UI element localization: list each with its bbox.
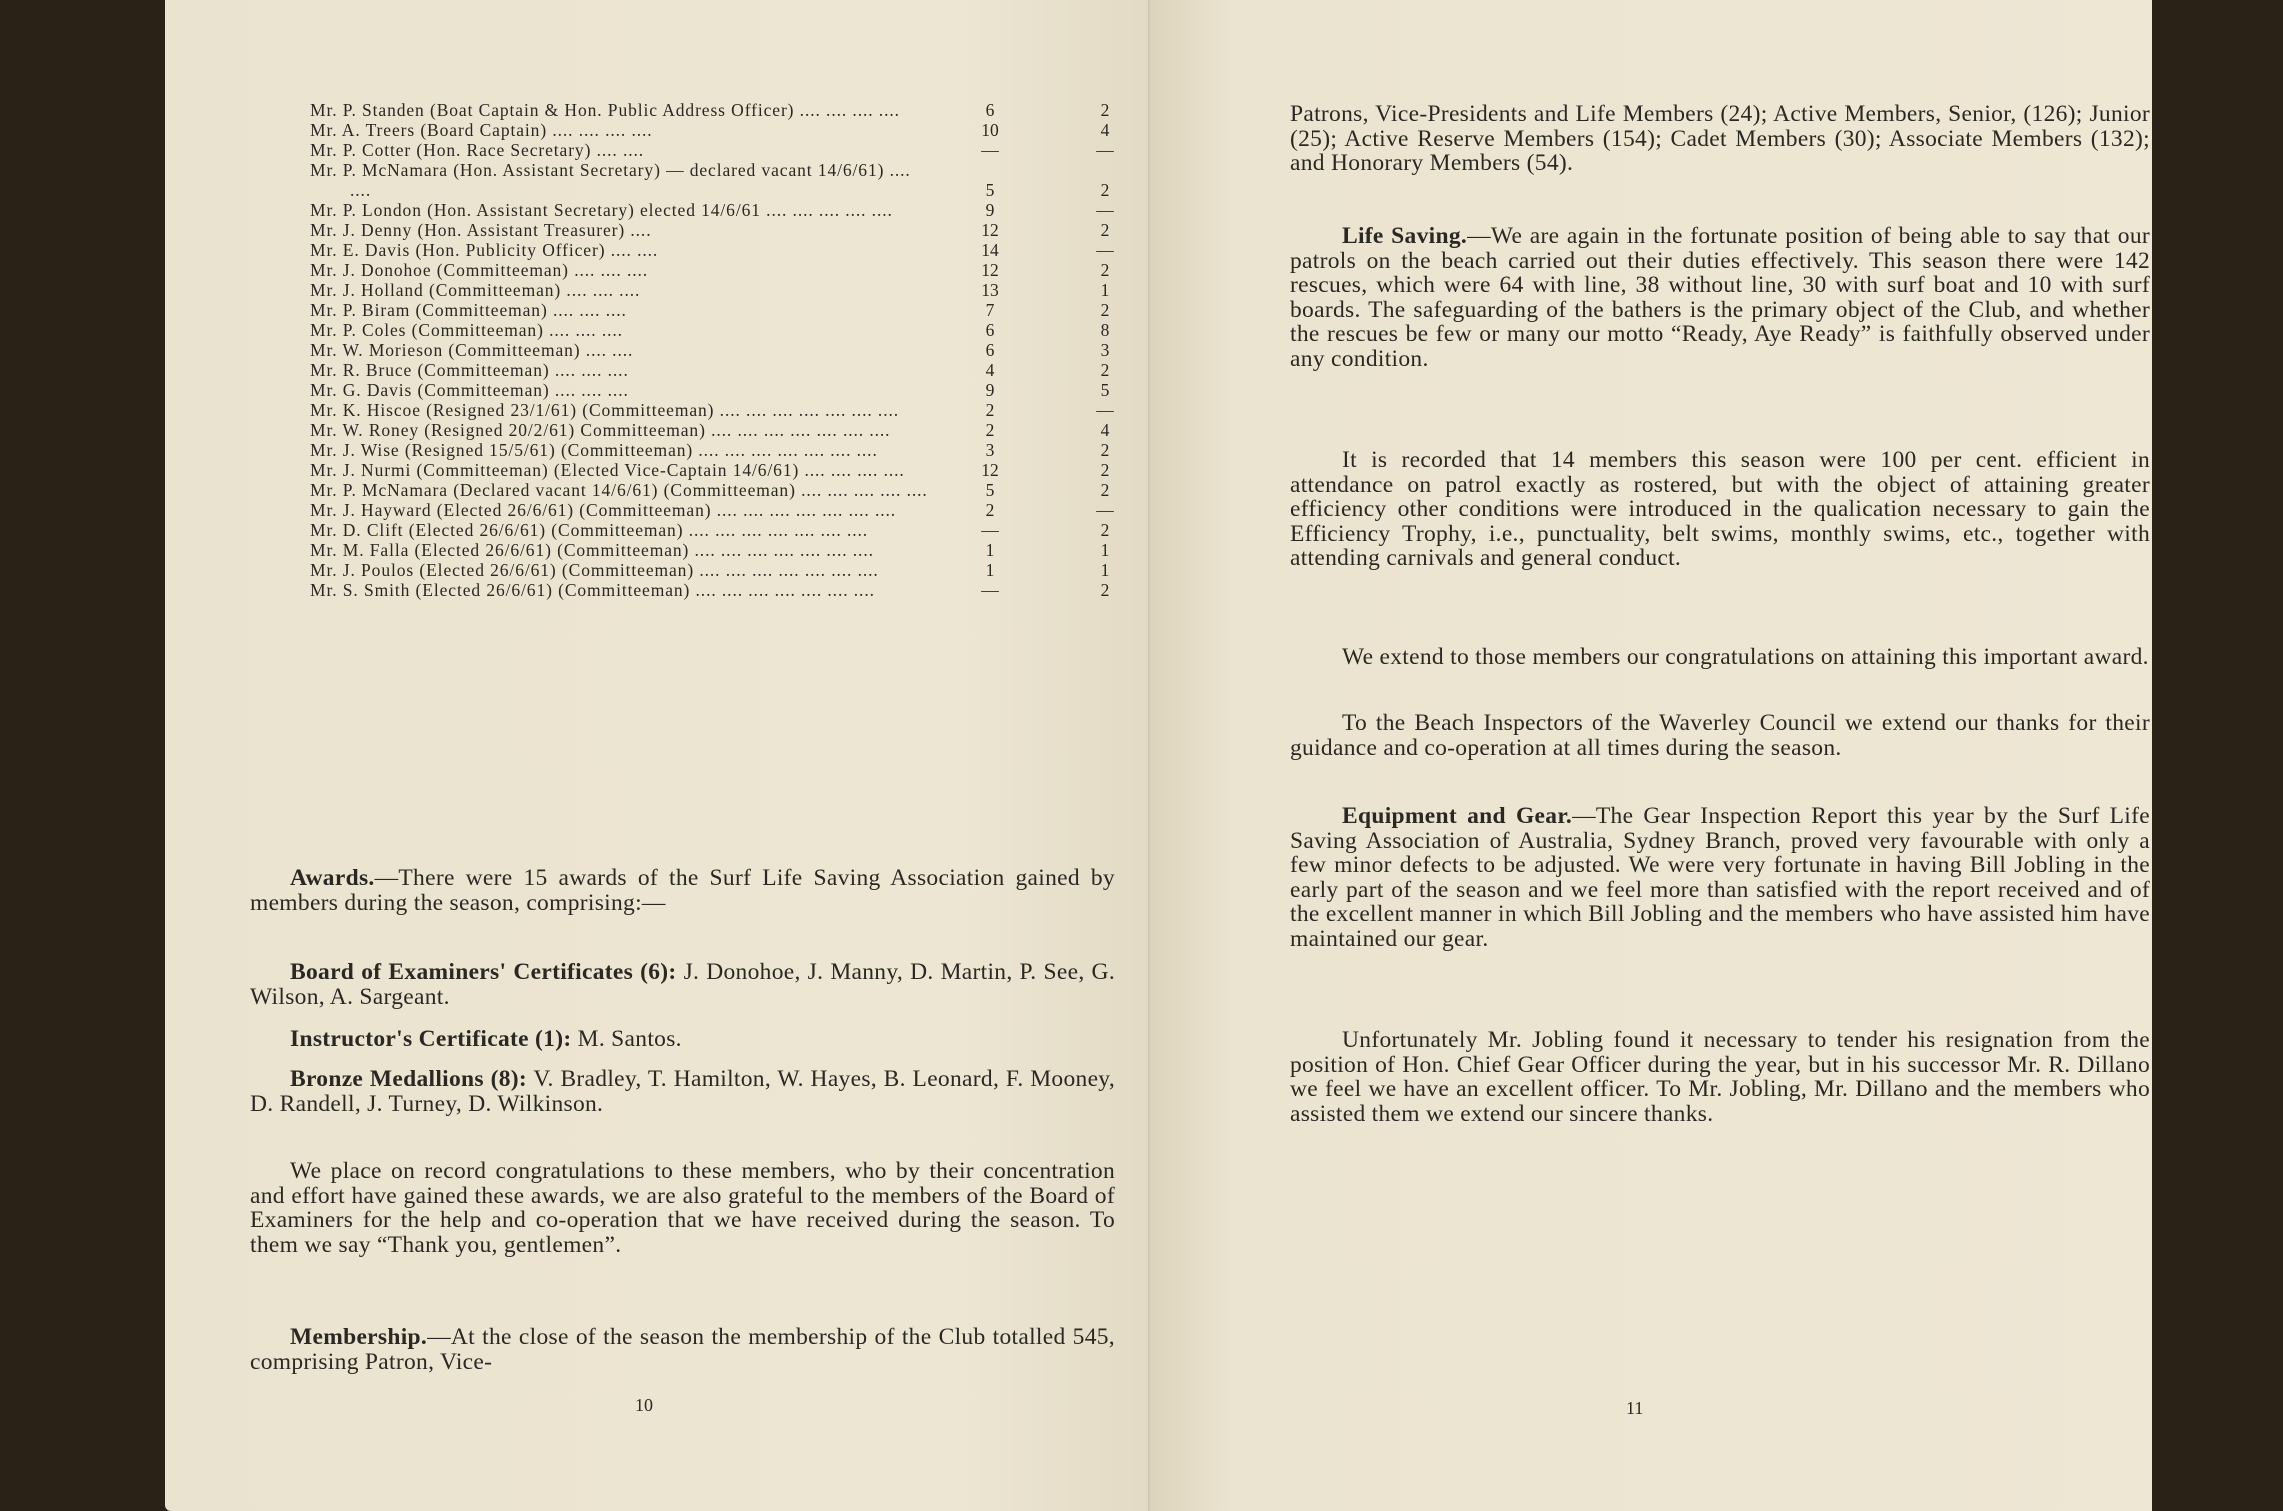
roster-name-text: Mr. E. Davis (Hon. Publicity Officer) .... .... xyxy=(310,240,659,260)
roster-name-text: Mr. J. Hayward (Elected 26/6/61) (Committeeman) .... .... .... .... .... .... .... xyxy=(310,500,897,520)
roster-row xyxy=(310,480,1155,500)
roster-name-text: Mr. J. Nurmi (Committeeman) (Elected Vice-Captain 14/6/61) .... .... .... .... xyxy=(310,460,905,480)
roster-col2-value: 2 xyxy=(1100,100,1110,120)
membership-heading: Membership. xyxy=(290,1324,428,1350)
roster-name xyxy=(310,260,935,280)
roster-col1-value: 9 xyxy=(985,200,995,220)
roster-name-text: Mr. W. Roney (Resigned 20/2/61) Committeeman) .... .... .... .... .... .... .... xyxy=(310,420,891,440)
roster-name xyxy=(310,480,935,500)
board-heading: Board of Examiners' Certificates (6): xyxy=(290,959,677,985)
roster-col1-value: 10 xyxy=(981,120,999,140)
page-number-left: 10 xyxy=(635,1395,653,1415)
roster-col1-value: 12 xyxy=(981,220,999,240)
bronze-paragraph xyxy=(250,1067,1115,1116)
roster-col1-value: 4 xyxy=(985,360,995,380)
awards-heading: Awards. xyxy=(290,865,375,891)
extend-paragraph: We extend to those members our congratulations on attaining this important award. xyxy=(1342,644,2149,670)
roster-col1-value: 13 xyxy=(981,280,999,300)
roster-name xyxy=(310,560,935,580)
roster-name xyxy=(310,240,935,260)
roster-name-text: Mr. P. Coles (Committeeman) .... .... .... xyxy=(310,320,623,340)
roster-col1-value: — xyxy=(981,140,999,160)
roster-col2-value: 2 xyxy=(1100,440,1110,460)
roster-name xyxy=(310,200,935,220)
roster-col1-value: — xyxy=(981,520,999,540)
roster-row xyxy=(310,460,1155,480)
roster-name xyxy=(310,520,935,540)
roster-name xyxy=(310,540,935,560)
roster-col2-value: — xyxy=(1096,140,1114,160)
roster-row xyxy=(310,120,1155,140)
roster-row xyxy=(310,280,1155,300)
equipment-heading: Equipment and Gear. xyxy=(1342,803,1573,829)
roster-name-text: Mr. A. Treers (Board Captain) .... .... .... .... xyxy=(310,120,653,140)
roster-name-text: Mr. P. London (Hon. Assistant Secretary) elected 14/6/61 .... .... .... .... .... xyxy=(310,200,893,220)
roster-name xyxy=(310,120,935,140)
roster-name-text: Mr. P. McNamara (Declared vacant 14/6/61) (Committeeman) .... .... .... .... .... xyxy=(310,480,928,500)
roster-col1-value: 2 xyxy=(985,400,995,420)
roster-col1-value: — xyxy=(981,580,999,600)
equipment-text: —The Gear Inspection Report this year by the Surf Life Saving Association of Australia, Sydney Branch, proved very favourable with only a few minor defects to be adjusted. We were very fortunate in having Bill Jobling in the early part of the season and we feel more than satisfied with the report received and of the excellent manner in which Bill Jobling and the members who have assisted him have maintained our gear. xyxy=(1290,803,2150,952)
roster-row xyxy=(310,500,1155,520)
roster-name xyxy=(310,460,935,480)
instructor-text: M. Santos. xyxy=(571,1026,682,1052)
roster-col2-value: 2 xyxy=(1100,360,1110,380)
roster-name xyxy=(310,500,935,520)
equipment-paragraph xyxy=(1290,804,2150,951)
roster-name xyxy=(310,420,935,440)
roster-name-text: Mr. P. Standen (Boat Captain & Hon. Public Address Officer) .... .... .... .... xyxy=(310,100,900,120)
roster-col1-value: 7 xyxy=(985,300,995,320)
roster-name-text: Mr. J. Denny (Hon. Assistant Treasurer) .... xyxy=(310,220,652,240)
roster-col2-value: 2 xyxy=(1100,480,1110,500)
roster-row xyxy=(310,340,1155,360)
roster-col2-value: 8 xyxy=(1100,320,1110,340)
roster-col2-value: 2 xyxy=(1100,180,1110,200)
membership-paragraph xyxy=(250,1325,1115,1374)
roster-name xyxy=(310,300,935,320)
roster-row xyxy=(310,540,1155,560)
roster-col1-value: 2 xyxy=(985,420,995,440)
roster-row xyxy=(310,220,1155,240)
instructor-heading: Instructor's Certificate (1): xyxy=(290,1026,572,1052)
inspectors-paragraph: To the Beach Inspectors of the Waverley Council we extend our thanks for their guidance and co-operation at all times during the season. xyxy=(1290,710,2150,761)
roster-name-text: Mr. S. Smith (Elected 26/6/61) (Committeeman) .... .... .... .... .... .... .... xyxy=(310,580,875,600)
jobling-paragraph: Unfortunately Mr. Jobling found it necessary to tender his resignation from the position of Hon. Chief Gear Officer during the year, but in his successor Mr. R. Dillano we feel we have an excellent officer. To Mr. Jobling, Mr. Dillano and the members who assisted them we extend our sincere thanks. xyxy=(1290,1027,2150,1127)
membership-text: —At the close of the season the membership of the Club totalled 545, comprising Patron, Vice- xyxy=(250,1324,1115,1375)
roster-row xyxy=(310,380,1155,400)
roster-col2-value: 1 xyxy=(1100,560,1110,580)
roster-col1-value: 2 xyxy=(985,500,995,520)
roster-row xyxy=(310,100,1155,120)
roster-name xyxy=(310,140,935,160)
roster-name xyxy=(310,580,935,600)
roster-col1-value: 6 xyxy=(985,100,995,120)
roster-col1-value: 6 xyxy=(985,320,995,340)
roster-row xyxy=(310,300,1155,320)
roster-col1-value: 14 xyxy=(981,240,999,260)
roster-name xyxy=(310,360,935,380)
roster-name xyxy=(310,100,935,120)
roster-col2-value: 2 xyxy=(1100,260,1110,280)
roster-col1-value: 12 xyxy=(981,260,999,280)
roster-col2-value: 1 xyxy=(1100,540,1110,560)
roster-row xyxy=(310,360,1155,380)
roster-col2-value: 3 xyxy=(1100,340,1110,360)
instructor-paragraph xyxy=(250,1027,1115,1052)
roster-row xyxy=(310,560,1155,580)
awards-text: —There were 15 awards of the Surf Life Saving Association gained by members during the season, comprising:— xyxy=(250,865,1115,916)
roster-col2-value: 2 xyxy=(1100,580,1110,600)
roster-row xyxy=(310,320,1155,340)
lifesaving-text: —We are again in the fortunate position of being able to say that our patrols on the beach carried out their duties effectively. This season there were 142 rescues, which were 64 with line, 38 without line, 30 with surf boat and 10 with surf boards. The safeguarding of the bathers is the primary object of the Club, and whether the rescues be few or many our motto “Ready, Aye Ready” is faithfully observed under any condition. xyxy=(1290,223,2151,372)
officer-roster-table xyxy=(310,100,1155,600)
roster-row xyxy=(310,520,1155,540)
roster-name xyxy=(310,160,935,200)
roster-row xyxy=(310,160,1155,200)
roster-col2-value: 5 xyxy=(1100,380,1110,400)
board-text: J. Donohoe, J. Manny, D. Martin, P. See, G. Wilson, A. Sargeant. xyxy=(250,959,1115,1010)
roster-col2-value: 2 xyxy=(1100,520,1110,540)
roster-col1-value: 6 xyxy=(985,340,995,360)
roster-name-text: Mr. J. Holland (Committeeman) .... .... .... xyxy=(310,280,641,300)
roster-name-text: Mr. G. Davis (Committeeman) .... .... .... xyxy=(310,380,629,400)
roster-col2-value: — xyxy=(1096,240,1114,260)
roster-name-text: Mr. J. Wise (Resigned 15/5/61) (Committeeman) .... .... .... .... .... .... .... xyxy=(310,440,878,460)
roster-name xyxy=(310,320,935,340)
roster-row xyxy=(310,400,1155,420)
awards-paragraph xyxy=(250,866,1115,915)
roster-name-text: Mr. J. Poulos (Elected 26/6/61) (Committeeman) .... .... .... .... .... .... .... xyxy=(310,560,879,580)
board-paragraph xyxy=(250,960,1115,1009)
roster-col1-value: 5 xyxy=(985,180,995,200)
roster-name xyxy=(310,400,935,420)
roster-row xyxy=(310,420,1155,440)
bronze-text: V. Bradley, T. Hamilton, W. Hayes, B. Leonard, F. Mooney, D. Randell, J. Turney, D. Wilkinson. xyxy=(250,1066,1115,1117)
roster-name-text: Mr. P. Biram (Committeeman) .... .... .... xyxy=(310,300,627,320)
roster-col2-value: 1 xyxy=(1100,280,1110,300)
congrats-paragraph: We place on record congratulations to these members, who by their concentration and effort have gained these awards, we are also grateful to the members of the Board of Examiners for the help and co-operation that we have received during the season. To them we say “Thank you, gentlemen”. xyxy=(250,1158,1115,1258)
page-number-right: 11 xyxy=(1626,1398,1644,1418)
roster-col1-value: 1 xyxy=(985,540,995,560)
roster-col2-value: — xyxy=(1096,500,1114,520)
lifesaving-heading: Life Saving. xyxy=(1342,223,1468,249)
roster-name-text: Mr. K. Hiscoe (Resigned 23/1/61) (Committeeman) .... .... .... .... .... .... .... xyxy=(310,400,900,420)
roster-name-text: Mr. D. Clift (Elected 26/6/61) (Committeeman) .... .... .... .... .... .... .... xyxy=(310,520,869,540)
roster-name xyxy=(310,220,935,240)
roster-name-text: Mr. M. Falla (Elected 26/6/61) (Committeeman) .... .... .... .... .... .... .... xyxy=(310,540,874,560)
roster-name xyxy=(310,440,935,460)
roster-col2-value: 2 xyxy=(1100,220,1110,240)
roster-col1-value: 5 xyxy=(985,480,995,500)
roster-col1-value: 9 xyxy=(985,380,995,400)
roster-row xyxy=(310,580,1155,600)
roster-col1-value: 1 xyxy=(985,560,995,580)
recorded-paragraph: It is recorded that 14 members this season were 100 per cent. efficient in attendance on patrol exactly as rostered, but with the object of attaining greater efficiency other conditions were introduced in the qualication necessary to gain the Efficiency Trophy, i.e., punctuality, belt swims, monthly swims, etc., together with attending carnivals and general conduct. xyxy=(1290,447,2150,571)
right-page xyxy=(1152,0,2152,1511)
membership-continued-paragraph: Patrons, Vice-Presidents and Life Members (24); Active Members, Senior, (126); Junior (25); Active Reserve Members (154); Cadet Members (30); Associate Members (132); and Honorary Members (54). xyxy=(1290,101,2150,176)
roster-row xyxy=(310,260,1155,280)
roster-name xyxy=(310,340,935,360)
roster-name xyxy=(310,380,935,400)
roster-row xyxy=(310,140,1155,160)
roster-col1-value: 3 xyxy=(985,440,995,460)
roster-row xyxy=(310,240,1155,260)
roster-name-text: Mr. P. Cotter (Hon. Race Secretary) .... .... xyxy=(310,140,645,160)
roster-col2-value: — xyxy=(1096,400,1114,420)
left-page xyxy=(165,0,1155,1511)
roster-name-text: Mr. W. Morieson (Committeeman) .... .... xyxy=(310,340,634,360)
bronze-heading: Bronze Medallions (8): xyxy=(290,1066,528,1092)
roster-col1-value: 12 xyxy=(981,460,999,480)
roster-col2-value: 2 xyxy=(1100,300,1110,320)
roster-name-text: Mr. J. Donohoe (Committeeman) .... .... .... xyxy=(310,260,649,280)
roster-col2-value: 2 xyxy=(1100,460,1110,480)
roster-col2-value: — xyxy=(1096,200,1114,220)
roster-col2-value: 4 xyxy=(1100,120,1110,140)
roster-row xyxy=(310,440,1155,460)
roster-name-text: Mr. R. Bruce (Committeeman) .... .... .... xyxy=(310,360,629,380)
roster-name-text: Mr. P. McNamara (Hon. Assistant Secretary) — declared vacant 14/6/61) .... .... xyxy=(310,160,911,200)
roster-col2-value: 4 xyxy=(1100,420,1110,440)
roster-row xyxy=(310,200,1155,220)
roster-name xyxy=(310,280,935,300)
lifesaving-paragraph xyxy=(1290,224,2150,371)
